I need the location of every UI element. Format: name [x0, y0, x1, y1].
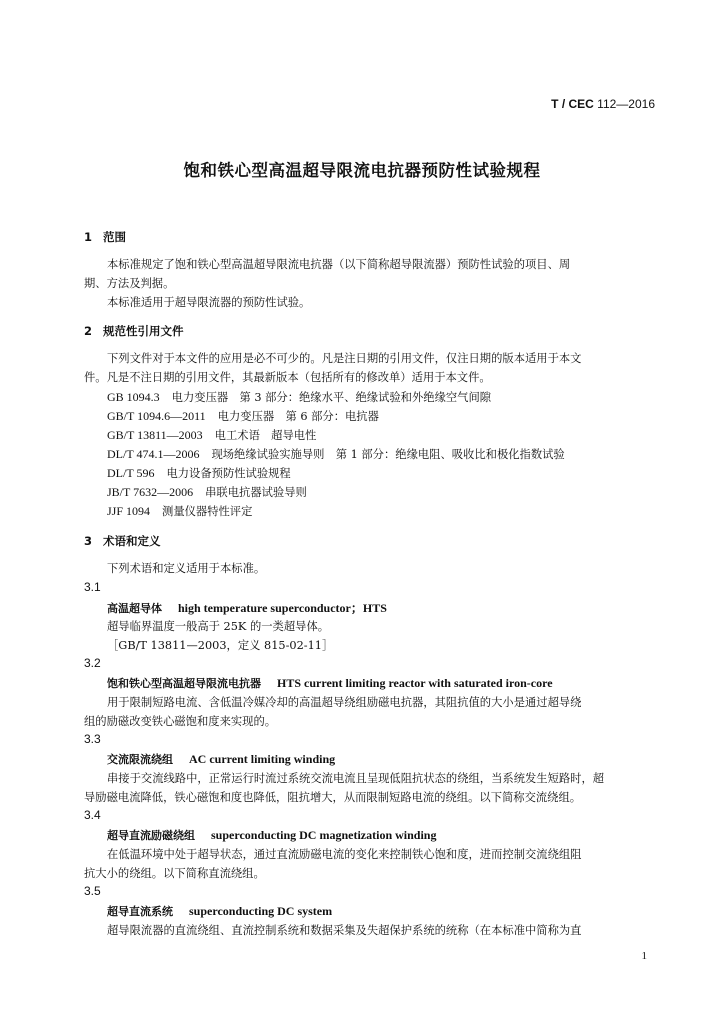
section-1-heading	[84, 229, 126, 245]
term-en: AC current limiting winding	[189, 752, 336, 766]
reference-code: JJF 1094	[107, 504, 151, 518]
term-definition: 超导限流器的直流绕组、直流控制系统和数据采集及失超保护系统的统称（在本标准中简称为直	[107, 924, 582, 937]
paragraph-line: 本标准适用于超导限流器的预防性试验。	[107, 296, 311, 309]
reference-item	[107, 389, 491, 405]
term-en: HTS current limiting reactor with saturated iron-core	[277, 676, 553, 690]
term-number: 3.2	[84, 656, 101, 670]
term-heading	[107, 599, 387, 616]
paragraph-line: 下列文件对于本文件的应用是必不可少的。凡是注日期的引用文件，仅注日期的版本适用于本文	[107, 352, 582, 365]
reference-item	[107, 484, 307, 500]
paragraph-line: 本标准规定了饱和铁心型高温超导限流电抗器（以下简称超导限流器）预防性试验的项目、周	[107, 258, 571, 271]
standard-code	[551, 97, 655, 111]
reference-title: 电力变压器 第 6 部分：电抗器	[217, 410, 379, 423]
term-source: ［GB/T 13811—2003，定义 815-02-11］	[107, 639, 334, 652]
paragraph-line: 下列术语和定义适用于本标准。	[107, 562, 266, 575]
document-title: 饱和铁心型高温超导限流电抗器预防性试验规程	[183, 161, 541, 180]
section-title: 范围	[103, 230, 126, 244]
term-heading	[107, 751, 335, 767]
reference-item	[107, 503, 252, 519]
reference-code: DL/T 474.1—2006	[107, 447, 200, 461]
reference-title: 电工术语 超导电性	[214, 429, 317, 442]
section-2-heading	[84, 323, 184, 339]
standard-code-prefix: T / CEC	[551, 97, 594, 111]
term-definition: 在低温环境中处于超导状态，通过直流励磁电流的变化来控制铁心饱和度，进而控制交流绕组阻	[107, 848, 582, 861]
reference-code: DL/T 596	[107, 466, 155, 480]
standard-code-number: 112—2016	[597, 97, 655, 111]
reference-title: 电力变压器 第 3 部分：绝缘水平、绝缘试验和外绝缘空气间隙	[171, 391, 492, 404]
term-definition: 抗大小的绕组。以下简称直流绕组。	[84, 867, 265, 880]
term-definition: 用于限制短路电流、含低温冷媒冷却的高温超导绕组励磁电抗器，其阻抗值的大小是通过超导绕	[107, 696, 582, 709]
section-number: 1	[84, 230, 93, 244]
term-definition: 超导临界温度一般高于 25K 的一类超导体。	[107, 620, 330, 633]
reference-code: GB/T 1094.6—2011	[107, 409, 206, 423]
reference-code: GB 1094.3	[107, 390, 160, 404]
term-definition: 导励磁电流降低，铁心磁饱和度也降低，阻抗增大，从而限制短路电流的绕组。以下简称交流绕组。	[84, 791, 582, 804]
reference-item	[107, 427, 316, 443]
term-number: 3.5	[84, 884, 101, 898]
section-title: 规范性引用文件	[103, 324, 184, 338]
term-heading	[107, 675, 553, 691]
reference-title: 测量仪器特性评定	[162, 505, 253, 518]
term-cn: 超导直流励磁绕组	[107, 829, 195, 842]
reference-item	[107, 465, 291, 481]
term-cn: 超导直流系统	[107, 905, 173, 918]
term-definition: 组的励磁改变铁心磁饱和度来实现的。	[84, 715, 277, 728]
term-en: superconducting DC magnetization winding	[211, 828, 437, 842]
term-number: 3.1	[84, 580, 101, 594]
term-cn: 饱和铁心型高温超导限流电抗器	[107, 677, 261, 690]
reference-code: JB/T 7632—2006	[107, 485, 194, 499]
reference-title: 电力设备预防性试验规程	[166, 467, 291, 480]
page-number: 1	[641, 950, 647, 962]
term-number: 3.4	[84, 808, 101, 822]
term-heading	[107, 827, 436, 843]
reference-title: 串联电抗器试验导则	[205, 486, 307, 499]
term-en: high temperature superconductor；HTS	[178, 601, 387, 615]
section-title: 术语和定义	[103, 534, 161, 548]
reference-title: 现场绝缘试验实施导则 第 1 部分：绝缘电阻、吸收比和极化指数试验	[211, 448, 565, 461]
term-heading	[107, 903, 332, 919]
paragraph-line: 件。凡是不注日期的引用文件，其最新版本（包括所有的修改单）适用于本文件。	[84, 371, 491, 384]
reference-item	[107, 408, 379, 424]
term-cn: 高温超导体	[107, 602, 162, 615]
section-number: 3	[84, 534, 93, 548]
paragraph-line: 期、方法及判据。	[84, 277, 175, 290]
reference-item	[107, 446, 565, 462]
term-definition: 串接于交流线路中，正常运行时流过系统交流电流且呈现低阻抗状态的绕组，当系统发生短路时，超	[107, 772, 605, 785]
section-3-heading	[84, 533, 161, 549]
reference-code: GB/T 13811—2003	[107, 428, 203, 442]
term-number: 3.3	[84, 732, 101, 746]
term-cn: 交流限流绕组	[107, 753, 173, 766]
term-en: superconducting DC system	[189, 904, 333, 918]
section-number: 2	[84, 324, 93, 338]
